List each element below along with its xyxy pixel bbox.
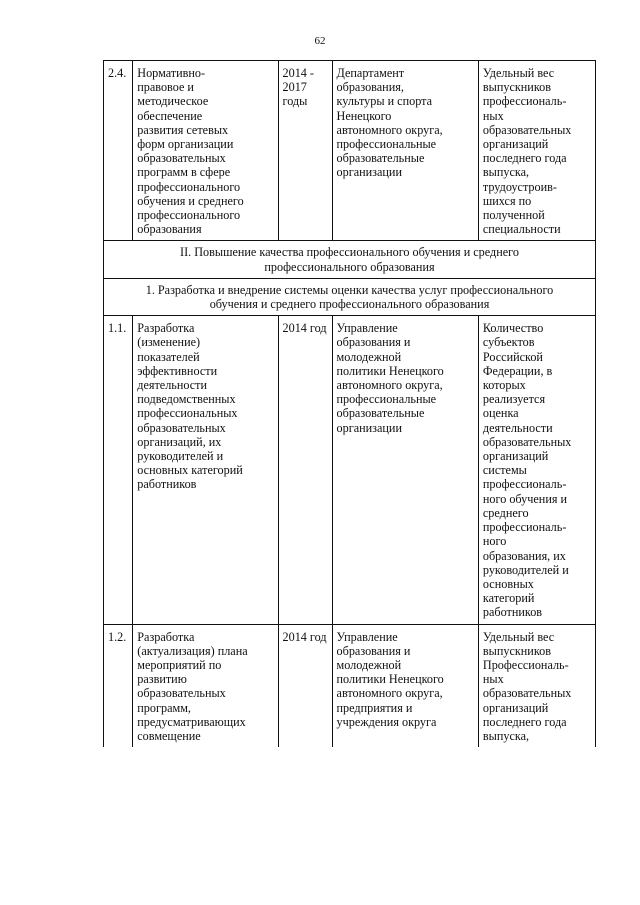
executor-cell: Департамент образования, культуры и спорта Ненецкого автономного округа, профессиональные образовательные организации [332,61,478,241]
subsection-heading: 1. Разработка и внедрение системы оценки качества услуг профессионального обучения и среднего профессионального образования [104,278,596,315]
table-row-2-4 [104,61,596,241]
measure-cell: Разработка (изменение) показателей эффективности деятельности подведомственных профессиональных образовательных организаций, их руководителей и основных категорий работников [133,316,278,624]
row-number-cell: 2.4. [104,61,133,241]
row-number-cell: 1.2. [104,624,133,747]
measure-cell: Нормативно- правовое и методическое обеспечение развития сетевых форм организации образовательных программ в сфере профессионального обучения и среднего профессионального образования [133,61,278,241]
section-heading-row [104,241,596,278]
indicator-cell: Количество субъектов Российской Федерации, в которых реализуется оценка деятельности образовательных организаций системы профессиональ- ного обучения и среднего профессиональ- ного образования, их руководителей и основных категорий работников [478,316,595,624]
executor-cell: Управление образования и молодежной политики Ненецкого автономного округа, профессиональные образовательные организации [332,316,478,624]
subsection-heading-row [104,278,596,315]
indicator-cell: Удельный вес выпускников профессиональ- ных образовательных организаций последнего года выпуска, трудоустроив- шихся по полученной специальности [478,61,595,241]
page-number: 62 [314,35,326,47]
section-heading: II. Повышение качества профессионального обучения и среднего профессионального образования [104,241,596,278]
executor-cell: Управление образования и молодежной политики Ненецкого автономного округа, предприятия и учреждения округа [332,624,478,747]
table-row-1-2 [104,624,596,747]
period-cell: 2014 - 2017 годы [278,61,332,241]
period-cell: 2014 год [278,316,332,624]
measures-table [103,60,596,747]
table-row-1-1 [104,316,596,624]
measure-cell: Разработка (актуализация) плана мероприятий по развитию образовательных программ, предусматривающих совмещение [133,624,278,747]
indicator-cell: Удельный вес выпускников Профессиональ- ных образовательных организаций последнего года выпуска, [478,624,595,747]
row-number-cell: 1.1. [104,316,133,624]
period-cell: 2014 год [278,624,332,747]
